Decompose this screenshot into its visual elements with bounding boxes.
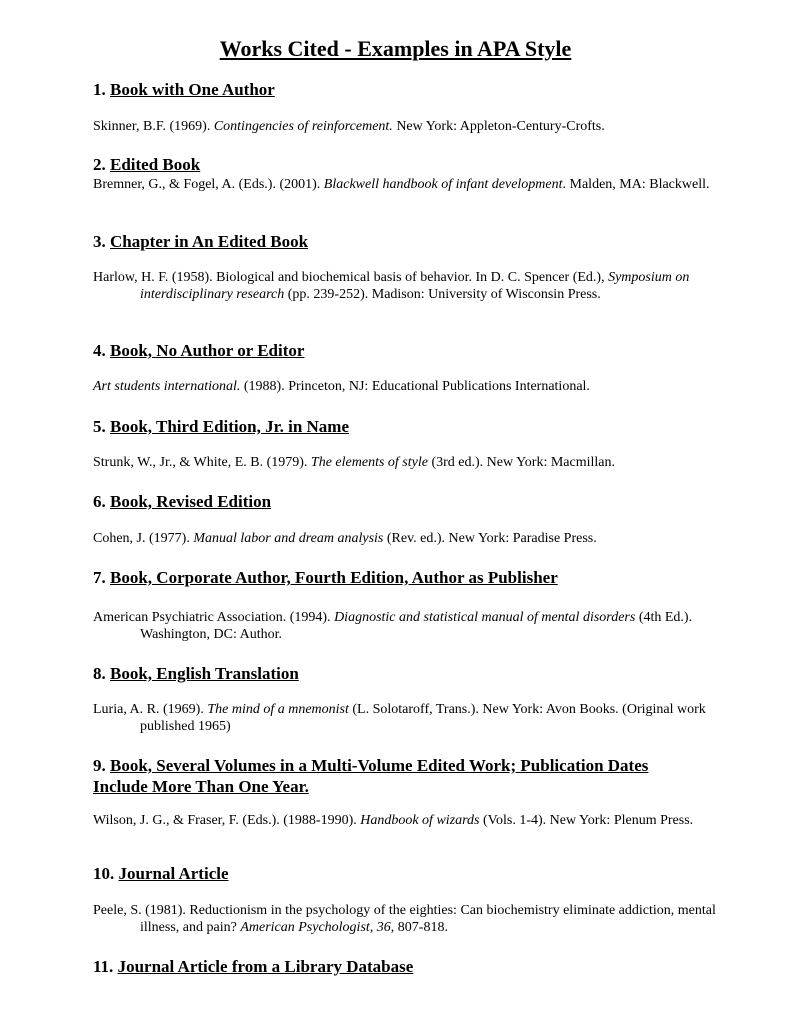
citation-entry: Luria, A. R. (1969). The mind of a mnemonist (L. Solotaroff, Trans.). New York: Avon Books. (Original work published 1965) [93,702,706,734]
section-heading: 1. Book with One Author [93,80,275,99]
page-title: Works Cited - Examples in APA Style [219,36,572,61]
citation-entry: Art students international. (1988). Princeton, NJ: Educational Publications International. [93,379,590,394]
citation-entry: Strunk, W., Jr., & White, E. B. (1979). The elements of style (3rd ed.). New York: Macmillan. [93,455,615,470]
section-heading: 11. Journal Article from a Library Database [93,957,414,976]
section-heading: 4. Book, No Author or Editor [93,341,305,360]
citation-entry: American Psychiatric Association. (1994). Diagnostic and statistical manual of mental disorders (4th Ed.). Washington, DC: Author. [93,610,693,642]
section-heading: 3. Chapter in An Edited Book [93,232,309,251]
citation-entry: Skinner, B.F. (1969). Contingencies of reinforcement. New York: Appleton-Century-Crofts. [93,119,605,134]
section-heading: 9. Book, Several Volumes in a Multi-Volume Edited Work; Publication Dates Include More Than One Year. [93,756,649,796]
section-heading: 7. Book, Corporate Author, Fourth Edition, Author as Publisher [93,568,558,587]
section-heading: 6. Book, Revised Edition [93,492,272,511]
citation-entry: Wilson, J. G., & Fraser, F. (Eds.). (1988-1990). Handbook of wizards (Vols. 1-4). New York: Plenum Press. [93,813,694,828]
citation-entry: Peele, S. (1981). Reductionism in the psychology of the eighties: Can biochemistry eliminate addiction, mental illness, and pain? American Psychologist, 36, 807-818. [93,903,716,935]
citation-entry: Bremner, G., & Fogel, A. (Eds.). (2001). Blackwell handbook of infant development. Malden, MA: Blackwell. [93,177,710,192]
citation-entry: Cohen, J. (1977). Manual labor and dream analysis (Rev. ed.). New York: Paradise Press. [93,531,597,546]
section-heading: 8. Book, English Translation [93,664,299,683]
section-heading: 10. Journal Article [93,864,229,883]
section-heading: 2. Edited Book [93,155,201,174]
section-heading: 5. Book, Third Edition, Jr. in Name [93,417,350,436]
citation-entry: Harlow, H. F. (1958). Biological and biochemical basis of behavior. In D. C. Spencer (Ed.), Symposium on interdisciplinary research (pp. 239-252). Madison: University of Wisconsin Press. [93,270,690,302]
